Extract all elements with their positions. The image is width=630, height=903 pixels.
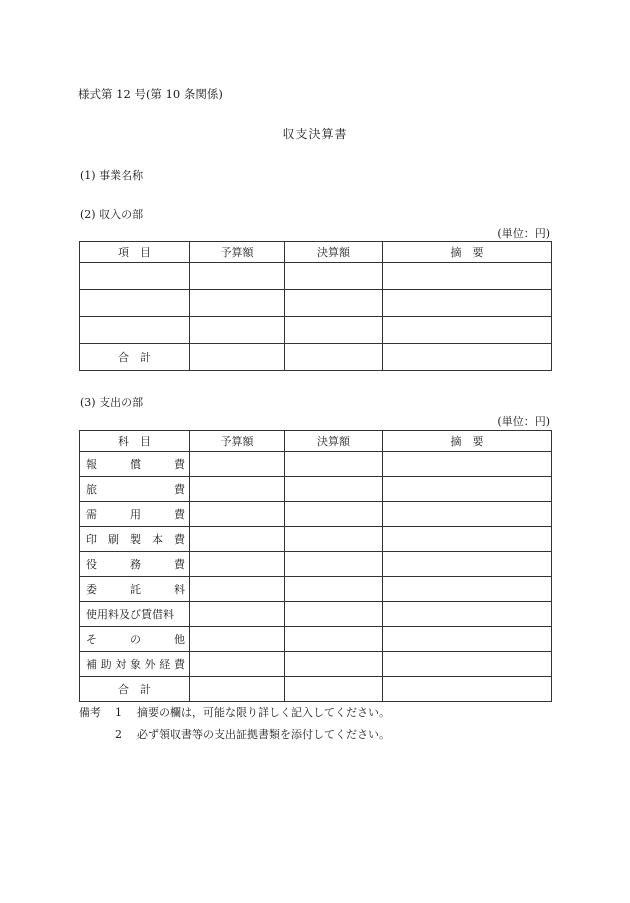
table-cell[interactable] bbox=[190, 290, 285, 317]
expense-item-char: 費 bbox=[174, 483, 185, 496]
expense-item-char: 費 bbox=[174, 508, 185, 521]
income-header-actual: 決算額 bbox=[285, 242, 383, 263]
expense-item-label bbox=[80, 602, 190, 627]
table-cell[interactable] bbox=[190, 677, 285, 702]
table-cell[interactable] bbox=[190, 317, 285, 344]
table-row bbox=[80, 290, 552, 317]
table-cell[interactable] bbox=[383, 502, 552, 527]
expense-item-label-text bbox=[80, 531, 189, 547]
income-unit-label: (単位：円) bbox=[497, 227, 550, 240]
note-text: 必ず領収書等の支出証拠書類を添付してください。 bbox=[137, 728, 390, 741]
expense-item-label bbox=[80, 502, 190, 527]
note-line-2 bbox=[79, 724, 390, 746]
notes-label: 備考 bbox=[79, 706, 101, 719]
table-row bbox=[80, 317, 552, 344]
table-cell[interactable] bbox=[285, 263, 383, 290]
expense-header-item: 科 目 bbox=[80, 431, 190, 452]
expense-item-char: 委 bbox=[86, 583, 97, 596]
expense-item-label-text bbox=[80, 481, 189, 497]
table-cell[interactable] bbox=[80, 317, 190, 344]
expense-item-char: 償 bbox=[130, 458, 141, 471]
expense-item-label bbox=[80, 652, 190, 677]
table-cell[interactable] bbox=[190, 652, 285, 677]
table-cell[interactable] bbox=[383, 602, 552, 627]
expense-item-char: そ bbox=[86, 633, 97, 646]
table-cell[interactable] bbox=[285, 527, 383, 552]
income-total-label: 合 計 bbox=[80, 344, 190, 371]
expense-item-char: 費 bbox=[174, 533, 185, 546]
table-row bbox=[80, 602, 552, 627]
table-cell[interactable] bbox=[190, 502, 285, 527]
expense-item-label-text bbox=[80, 506, 189, 522]
table-cell[interactable] bbox=[190, 577, 285, 602]
expense-item-char: 本 bbox=[152, 533, 163, 546]
table-row bbox=[80, 552, 552, 577]
income-header-item: 項 目 bbox=[80, 242, 190, 263]
table-cell[interactable] bbox=[190, 527, 285, 552]
table-cell[interactable] bbox=[190, 452, 285, 477]
expense-item-char: 役 bbox=[86, 558, 97, 571]
table-cell[interactable] bbox=[285, 602, 383, 627]
table-cell[interactable] bbox=[190, 263, 285, 290]
table-cell[interactable] bbox=[190, 344, 285, 371]
note-line-1 bbox=[79, 702, 390, 724]
expense-item-char: 他 bbox=[174, 633, 185, 646]
note-number: 2 bbox=[115, 728, 122, 741]
table-cell[interactable] bbox=[285, 577, 383, 602]
table-cell[interactable] bbox=[285, 452, 383, 477]
expense-table bbox=[79, 430, 552, 702]
table-cell[interactable] bbox=[383, 344, 552, 371]
table-cell[interactable] bbox=[383, 263, 552, 290]
expense-item-char: 料 bbox=[174, 583, 185, 596]
expense-total-label: 合 計 bbox=[80, 677, 190, 702]
expense-item-char: 象 bbox=[129, 658, 141, 671]
expense-total-row bbox=[80, 677, 552, 702]
table-row bbox=[80, 577, 552, 602]
table-row bbox=[80, 263, 552, 290]
notes bbox=[79, 702, 390, 746]
income-table bbox=[79, 241, 552, 371]
expense-item-label-text bbox=[80, 581, 189, 597]
expense-item-label-text bbox=[80, 606, 189, 622]
expense-item-char: 費 bbox=[173, 658, 185, 671]
expense-item-char: 費 bbox=[174, 458, 185, 471]
table-cell[interactable] bbox=[80, 290, 190, 317]
table-cell[interactable] bbox=[383, 577, 552, 602]
table-cell[interactable] bbox=[383, 477, 552, 502]
expense-item-label bbox=[80, 477, 190, 502]
expense-item-label bbox=[80, 527, 190, 552]
table-cell[interactable] bbox=[80, 263, 190, 290]
income-total-row bbox=[80, 344, 552, 371]
table-cell[interactable] bbox=[190, 602, 285, 627]
expense-item-label bbox=[80, 452, 190, 477]
table-row bbox=[80, 627, 552, 652]
table-cell[interactable] bbox=[383, 527, 552, 552]
expense-item-label bbox=[80, 552, 190, 577]
expense-item-char: 報 bbox=[86, 458, 97, 471]
expense-item-char: 用 bbox=[130, 508, 141, 521]
table-row bbox=[80, 452, 552, 477]
expense-item-char: 託 bbox=[130, 583, 141, 596]
note-number: 1 bbox=[115, 706, 122, 719]
expense-header-row bbox=[80, 431, 552, 452]
table-cell[interactable] bbox=[383, 317, 552, 344]
section-income: (2) 収入の部 bbox=[80, 208, 144, 221]
expense-item-char: 印 bbox=[86, 533, 97, 546]
expense-item-char: 経 bbox=[159, 658, 171, 671]
table-cell[interactable] bbox=[285, 552, 383, 577]
expense-item-char: 費 bbox=[174, 558, 185, 571]
expense-item-char: 需 bbox=[86, 508, 97, 521]
form-number: 様式第 12 号(第 10 条関係) bbox=[78, 87, 223, 101]
expense-item-label bbox=[80, 627, 190, 652]
table-cell[interactable] bbox=[383, 552, 552, 577]
expense-item-char: 外 bbox=[144, 658, 156, 671]
expense-item-label-text bbox=[80, 456, 189, 472]
table-cell[interactable] bbox=[285, 344, 383, 371]
table-cell[interactable] bbox=[383, 452, 552, 477]
table-cell[interactable] bbox=[190, 627, 285, 652]
table-row bbox=[80, 652, 552, 677]
table-cell[interactable] bbox=[383, 290, 552, 317]
table-row bbox=[80, 502, 552, 527]
table-cell[interactable] bbox=[383, 652, 552, 677]
table-cell[interactable] bbox=[190, 477, 285, 502]
expense-header-remarks: 摘 要 bbox=[383, 431, 552, 452]
expense-item-char: 使用料及び賃借料 bbox=[86, 608, 174, 621]
expense-item-char: 対 bbox=[115, 658, 127, 671]
table-cell[interactable] bbox=[285, 652, 383, 677]
expense-item-char: 務 bbox=[130, 558, 141, 571]
expense-item-label-text bbox=[80, 556, 189, 572]
expense-item-label-text bbox=[80, 631, 189, 647]
table-row bbox=[80, 477, 552, 502]
expense-item-char: 製 bbox=[130, 533, 141, 546]
expense-item-label bbox=[80, 577, 190, 602]
expense-item-char: の bbox=[130, 633, 141, 646]
table-cell[interactable] bbox=[285, 477, 383, 502]
table-cell[interactable] bbox=[285, 677, 383, 702]
note-text: 摘要の欄は，可能な限り詳しく記入してください。 bbox=[137, 706, 390, 719]
table-cell[interactable] bbox=[383, 627, 552, 652]
expense-body bbox=[80, 452, 552, 702]
expense-item-char: 刷 bbox=[108, 533, 119, 546]
income-header-budget: 予算額 bbox=[190, 242, 285, 263]
expense-item-char: 補 bbox=[86, 658, 97, 671]
expense-header-actual: 決算額 bbox=[285, 431, 383, 452]
table-row bbox=[80, 527, 552, 552]
section-project-name: (1) 事業名称 bbox=[80, 169, 144, 182]
expense-item-label-text bbox=[80, 656, 189, 672]
section-expense: (3) 支出の部 bbox=[80, 396, 144, 409]
expense-item-char: 旅 bbox=[86, 483, 97, 496]
table-cell[interactable] bbox=[285, 290, 383, 317]
income-header-remarks: 摘 要 bbox=[383, 242, 552, 263]
table-cell[interactable] bbox=[285, 502, 383, 527]
page-title: 収支決算書 bbox=[282, 127, 348, 141]
table-cell[interactable] bbox=[383, 677, 552, 702]
table-cell[interactable] bbox=[190, 552, 285, 577]
expense-item-char: 助 bbox=[100, 658, 112, 671]
expense-header-budget: 予算額 bbox=[190, 431, 285, 452]
table-cell[interactable] bbox=[285, 317, 383, 344]
income-header-row bbox=[80, 242, 552, 263]
expense-unit-label: (単位：円) bbox=[497, 415, 550, 428]
table-cell[interactable] bbox=[285, 627, 383, 652]
